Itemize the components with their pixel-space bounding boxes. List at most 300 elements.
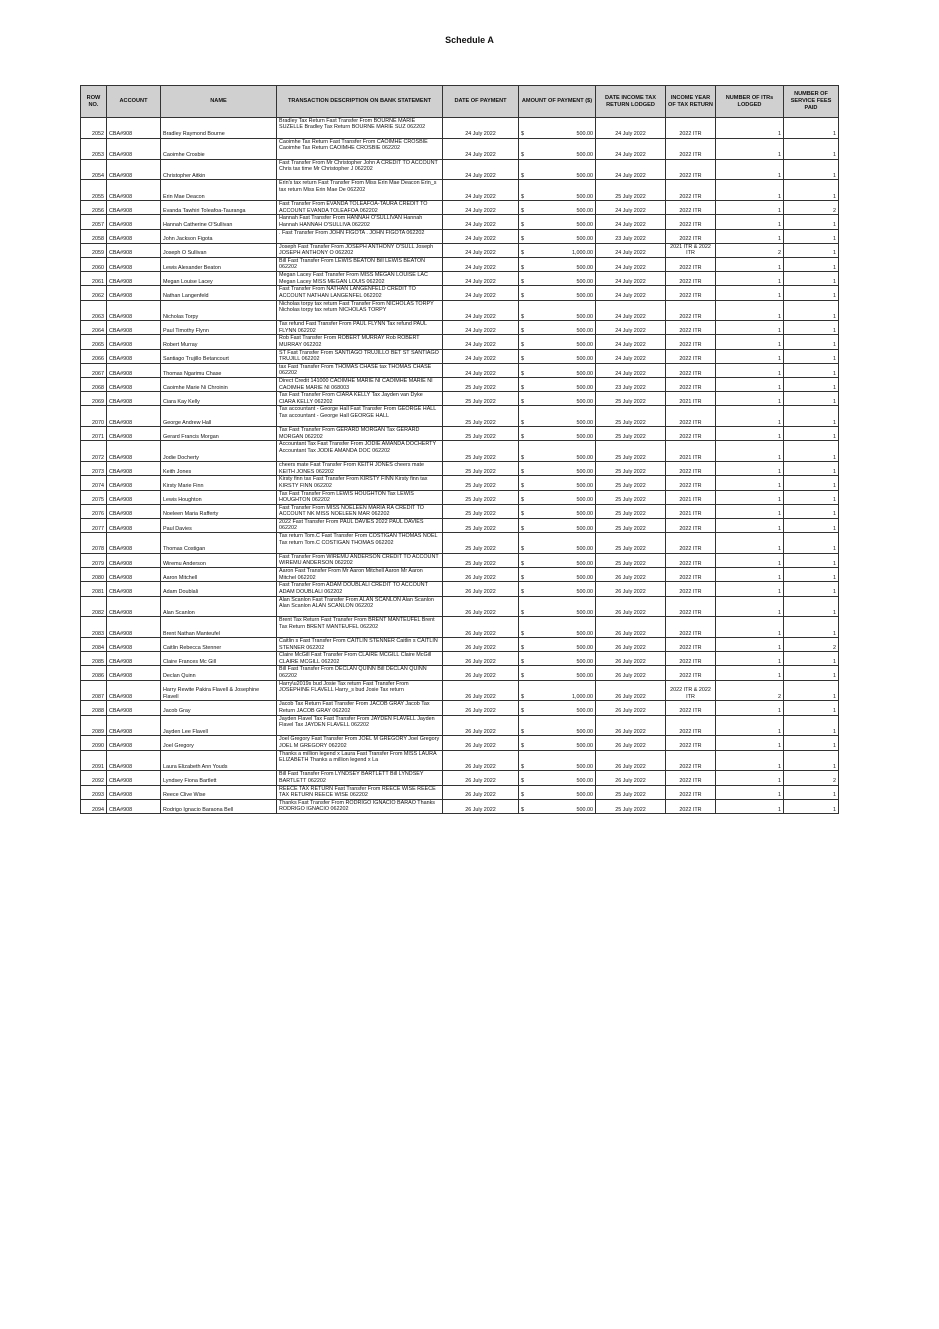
cell-description: Fast Transfer From EVANDA TOLEAFOA-TAURA CREDIT TO ACCOUNT EVANDA TOLEAFOA 062202 <box>277 201 443 215</box>
table-row <box>81 118 839 139</box>
cell-date-of-payment: 26 July 2022 <box>443 680 519 701</box>
cell-service-fees: 1 <box>784 568 839 582</box>
cell-amount <box>519 272 596 286</box>
cell-account: CBA#908 <box>107 321 161 335</box>
cell-itrs-lodged: 1 <box>716 518 784 532</box>
currency-symbol: $ <box>521 708 524 715</box>
cell-date-of-payment: 26 July 2022 <box>443 701 519 715</box>
table-row <box>81 533 839 554</box>
cell-service-fees: 1 <box>784 243 839 257</box>
table-row <box>81 701 839 715</box>
cell-name: Noeleen Maria Rafferty <box>161 504 277 518</box>
table-row <box>81 138 839 159</box>
cell-itrs-lodged: 1 <box>716 201 784 215</box>
cell-date-lodged: 25 July 2022 <box>596 553 666 567</box>
cell-itrs-lodged: 1 <box>716 701 784 715</box>
amount-value: 500.00 <box>576 483 593 490</box>
table-row <box>81 180 839 201</box>
cell-date-lodged: 26 July 2022 <box>596 771 666 785</box>
currency-symbol: $ <box>521 546 524 553</box>
cell-service-fees: 1 <box>784 553 839 567</box>
cell-account: CBA#908 <box>107 638 161 652</box>
cell-amount <box>519 701 596 715</box>
cell-amount <box>519 441 596 462</box>
table-row <box>81 476 839 490</box>
cell-date-of-payment: 25 July 2022 <box>443 462 519 476</box>
cell-account: CBA#908 <box>107 462 161 476</box>
cell-date-lodged: 26 July 2022 <box>596 568 666 582</box>
amount-value: 500.00 <box>576 644 593 651</box>
cell-income-year: 2021 ITR <box>666 392 716 406</box>
cell-date-of-payment: 26 July 2022 <box>443 736 519 750</box>
cell-row-no: 2080 <box>81 568 107 582</box>
cell-account: CBA#908 <box>107 378 161 392</box>
cell-amount <box>519 349 596 363</box>
cell-description: . Fast Transfer From JOHN FIGOTA . JOHN FIGOTA 062202 <box>277 229 443 243</box>
cell-amount <box>519 785 596 799</box>
cell-service-fees: 1 <box>784 229 839 243</box>
currency-symbol: $ <box>521 743 524 750</box>
cell-name: Lewis Alexander Beaton <box>161 257 277 271</box>
cell-date-of-payment: 26 July 2022 <box>443 666 519 680</box>
cell-income-year: 2022 ITR <box>666 582 716 596</box>
cell-amount <box>519 568 596 582</box>
cell-date-lodged: 26 July 2022 <box>596 582 666 596</box>
amount-value: 500.00 <box>576 454 593 461</box>
cell-date-of-payment: 26 July 2022 <box>443 638 519 652</box>
cell-description: REECE TAX RETURN Fast Transfer From REECE WISE REECE TAX RETURN REECE WISE 062202 <box>277 785 443 799</box>
cell-date-lodged: 24 July 2022 <box>596 159 666 180</box>
cell-account: CBA#908 <box>107 406 161 427</box>
cell-income-year: 2022 ITR <box>666 257 716 271</box>
cell-service-fees: 1 <box>784 378 839 392</box>
amount-value: 500.00 <box>576 236 593 243</box>
cell-itrs-lodged: 1 <box>716 378 784 392</box>
currency-symbol: $ <box>521 511 524 518</box>
cell-description: cheers mate Fast Transfer From KEITH JONES cheers mate KEITH JONES 062202 <box>277 462 443 476</box>
amount-value: 500.00 <box>576 763 593 770</box>
cell-description: Tax return Tom.C Fast Transfer From COSTIGAN THOMAS NOEL Tax return Tom.C COSTIGAN THOMAS 062202 <box>277 533 443 554</box>
amount-value: 500.00 <box>576 743 593 750</box>
cell-date-lodged: 23 July 2022 <box>596 378 666 392</box>
cell-date-lodged: 24 July 2022 <box>596 272 666 286</box>
currency-symbol: $ <box>521 313 524 320</box>
cell-row-no: 2092 <box>81 771 107 785</box>
cell-income-year: 2022 ITR <box>666 553 716 567</box>
cell-account: CBA#908 <box>107 701 161 715</box>
cell-row-no: 2084 <box>81 638 107 652</box>
cell-amount <box>519 666 596 680</box>
currency-symbol: $ <box>521 131 524 138</box>
cell-description: Joel Gregory Fast Transfer From JOEL M GREGORY Joel Gregory JOEL M GREGORY 062202 <box>277 736 443 750</box>
amount-value: 500.00 <box>576 293 593 300</box>
table-row <box>81 771 839 785</box>
cell-account: CBA#908 <box>107 652 161 666</box>
cell-row-no: 2076 <box>81 504 107 518</box>
cell-account: CBA#908 <box>107 138 161 159</box>
cell-amount <box>519 286 596 300</box>
cell-row-no: 2061 <box>81 272 107 286</box>
cell-name: Ciara Kay Kelly <box>161 392 277 406</box>
cell-income-year: 2022 ITR <box>666 286 716 300</box>
cell-description: Brent Tax Return Fast Transfer From BRENT MANTEUFEL Brent Tax Return BRENT MANTEUFEL 062202 <box>277 617 443 638</box>
cell-date-lodged: 24 July 2022 <box>596 257 666 271</box>
cell-row-no: 2083 <box>81 617 107 638</box>
amount-value: 500.00 <box>576 497 593 504</box>
cell-date-of-payment: 25 July 2022 <box>443 406 519 427</box>
cell-date-of-payment: 24 July 2022 <box>443 257 519 271</box>
cell-date-lodged: 25 July 2022 <box>596 392 666 406</box>
cell-itrs-lodged: 1 <box>716 229 784 243</box>
cell-amount <box>519 799 596 813</box>
currency-symbol: $ <box>521 792 524 799</box>
currency-symbol: $ <box>521 293 524 300</box>
cell-itrs-lodged: 1 <box>716 504 784 518</box>
currency-symbol: $ <box>521 483 524 490</box>
cell-account: CBA#908 <box>107 666 161 680</box>
cell-date-lodged: 24 July 2022 <box>596 243 666 257</box>
table-row <box>81 257 839 271</box>
cell-name: Jayden Lee Flavell <box>161 715 277 736</box>
cell-name: Thomas Ngarimu Chase <box>161 363 277 377</box>
cell-date-of-payment: 24 July 2022 <box>443 118 519 139</box>
cell-income-year: 2022 ITR <box>666 300 716 321</box>
currency-symbol: $ <box>521 574 524 581</box>
table-row <box>81 680 839 701</box>
cell-account: CBA#908 <box>107 518 161 532</box>
cell-description: Fast Transfer From NATHAN LANGENFELD CREDIT TO ACCOUNT NATHAN LANGENFEL 062202 <box>277 286 443 300</box>
cell-income-year: 2022 ITR <box>666 427 716 441</box>
cell-amount <box>519 335 596 349</box>
cell-description: ST Fast Transfer From SANTIAGO TRUJILLO BET ST SANTIAGO TRUJILL 062202 <box>277 349 443 363</box>
cell-itrs-lodged: 1 <box>716 736 784 750</box>
cell-itrs-lodged: 1 <box>716 159 784 180</box>
cell-date-of-payment: 26 July 2022 <box>443 771 519 785</box>
currency-symbol: $ <box>521 778 524 785</box>
table-row <box>81 378 839 392</box>
cell-name: Wiremu Anderson <box>161 553 277 567</box>
cell-itrs-lodged: 1 <box>716 349 784 363</box>
cell-income-year: 2022 ITR <box>666 138 716 159</box>
amount-value: 500.00 <box>576 328 593 334</box>
cell-name: John Jackson Figota <box>161 229 277 243</box>
cell-account: CBA#908 <box>107 286 161 300</box>
table-row <box>81 518 839 532</box>
cell-row-no: 2070 <box>81 406 107 427</box>
cell-name: Hannah Catherine O'Sullivan <box>161 215 277 229</box>
cell-date-of-payment: 25 July 2022 <box>443 378 519 392</box>
cell-date-lodged: 25 July 2022 <box>596 427 666 441</box>
currency-symbol: $ <box>521 497 524 504</box>
cell-itrs-lodged: 1 <box>716 785 784 799</box>
cell-income-year: 2022 ITR <box>666 750 716 771</box>
cell-income-year: 2022 ITR <box>666 215 716 229</box>
cell-amount <box>519 363 596 377</box>
cell-amount <box>519 257 596 271</box>
cell-itrs-lodged: 1 <box>716 553 784 567</box>
cell-itrs-lodged: 1 <box>716 771 784 785</box>
cell-account: CBA#908 <box>107 159 161 180</box>
cell-date-lodged: 25 July 2022 <box>596 441 666 462</box>
cell-income-year: 2022 ITR <box>666 363 716 377</box>
cell-name: Declan Quinn <box>161 666 277 680</box>
cell-service-fees: 1 <box>784 180 839 201</box>
cell-service-fees: 1 <box>784 272 839 286</box>
cell-service-fees: 1 <box>784 504 839 518</box>
cell-row-no: 2078 <box>81 533 107 554</box>
currency-symbol: $ <box>521 658 524 665</box>
cell-description: Megan Lacey Fast Transfer From MISS MEGAN LOUISE LAC Megan Lacey MISS MEGAN LOUIS 062202 <box>277 272 443 286</box>
cell-description: Bill Fast Transfer From LEWIS BEATON Bill LEWIS BEATON 062202 <box>277 257 443 271</box>
cell-row-no: 2062 <box>81 286 107 300</box>
cell-date-of-payment: 25 July 2022 <box>443 518 519 532</box>
cell-service-fees: 1 <box>784 596 839 617</box>
currency-symbol: $ <box>521 728 524 735</box>
cell-amount <box>519 392 596 406</box>
cell-income-year: 2022 ITR & 2022 ITR <box>666 680 716 701</box>
table-row <box>81 335 839 349</box>
cell-description: 2022 Fast Transfer From PAUL DAVIES 2022 PAUL DAVIES 062202 <box>277 518 443 532</box>
cell-description: Caitlin s Fast Transfer From CAITLIN STENNER Caitlin s CAITLIN STENNER 062202 <box>277 638 443 652</box>
cell-description: Fast Transfer From Mr Christopher John A CREDIT TO ACCOUNT Chris tax time Mr Christopher J 062202 <box>277 159 443 180</box>
cell-amount <box>519 518 596 532</box>
cell-description: Tax Fast Transfer From LEWIS HOUGHTON Tax LEWIS HOUGHTON 062202 <box>277 490 443 504</box>
cell-service-fees: 1 <box>784 715 839 736</box>
cell-description: Harry\u2019s bud Josie Tax return Fast Transfer From JOSEPHINE FLAVELL Harry_s bud Josie Tax return <box>277 680 443 701</box>
cell-income-year: 2022 ITR <box>666 406 716 427</box>
cell-account: CBA#908 <box>107 680 161 701</box>
cell-row-no: 2091 <box>81 750 107 771</box>
cell-description: Tax Fast Transfer From GERARD MORGAN Tax GERARD MORGAN 062202 <box>277 427 443 441</box>
amount-value: 500.00 <box>576 630 593 637</box>
cell-itrs-lodged: 1 <box>716 617 784 638</box>
amount-value: 500.00 <box>576 468 593 475</box>
cell-row-no: 2088 <box>81 701 107 715</box>
cell-amount <box>519 321 596 335</box>
cell-amount <box>519 201 596 215</box>
cell-account: CBA#908 <box>107 427 161 441</box>
cell-service-fees: 2 <box>784 771 839 785</box>
cell-account: CBA#908 <box>107 568 161 582</box>
amount-value: 500.00 <box>576 356 593 363</box>
amount-value: 500.00 <box>576 419 593 426</box>
cell-income-year: 2022 ITR <box>666 771 716 785</box>
table-row <box>81 617 839 638</box>
cell-date-lodged: 24 July 2022 <box>596 201 666 215</box>
cell-amount <box>519 533 596 554</box>
cell-account: CBA#908 <box>107 596 161 617</box>
cell-row-no: 2053 <box>81 138 107 159</box>
table-row <box>81 392 839 406</box>
cell-account: CBA#908 <box>107 736 161 750</box>
cell-name: Robert Murray <box>161 335 277 349</box>
table-row <box>81 286 839 300</box>
cell-income-year: 2022 ITR <box>666 272 716 286</box>
cell-service-fees: 1 <box>784 666 839 680</box>
cell-row-no: 2052 <box>81 118 107 139</box>
currency-symbol: $ <box>521 328 524 334</box>
cell-row-no: 2073 <box>81 462 107 476</box>
cell-service-fees: 1 <box>784 441 839 462</box>
cell-description: Aaron Fast Transfer From Mr Aaron Mitchell Aaron Mr Aaron Mitchel 062202 <box>277 568 443 582</box>
cell-service-fees: 1 <box>784 533 839 554</box>
amount-value: 500.00 <box>576 673 593 680</box>
amount-value: 500.00 <box>576 370 593 377</box>
cell-name: Caoimhe Marie Ni Chroinin <box>161 378 277 392</box>
cell-amount <box>519 680 596 701</box>
cell-service-fees: 1 <box>784 701 839 715</box>
cell-row-no: 2058 <box>81 229 107 243</box>
cell-amount <box>519 476 596 490</box>
cell-date-lodged: 24 July 2022 <box>596 321 666 335</box>
cell-service-fees: 1 <box>784 582 839 596</box>
header-row <box>81 86 839 118</box>
cell-account: CBA#908 <box>107 771 161 785</box>
cell-itrs-lodged: 1 <box>716 715 784 736</box>
cell-date-lodged: 24 July 2022 <box>596 118 666 139</box>
cell-date-of-payment: 26 July 2022 <box>443 652 519 666</box>
cell-date-lodged: 24 July 2022 <box>596 286 666 300</box>
table-row <box>81 406 839 427</box>
cell-description: Bill Fast Transfer From DECLAN QUINN Bill DECLAN QUINN 062202 <box>277 666 443 680</box>
cell-income-year: 2022 ITR <box>666 652 716 666</box>
cell-service-fees: 1 <box>784 427 839 441</box>
currency-symbol: $ <box>521 250 524 257</box>
cell-itrs-lodged: 1 <box>716 180 784 201</box>
cell-date-of-payment: 24 July 2022 <box>443 286 519 300</box>
cell-description: Bill Fast Transfer From LYNDSEY BARTLETT Bill LYNDSEY BARTLETT 062202 <box>277 771 443 785</box>
cell-row-no: 2065 <box>81 335 107 349</box>
amount-value: 500.00 <box>576 207 593 214</box>
cell-name: Jodie Docherty <box>161 441 277 462</box>
cell-account: CBA#908 <box>107 617 161 638</box>
cell-amount <box>519 715 596 736</box>
cell-service-fees: 1 <box>784 799 839 813</box>
table-row <box>81 300 839 321</box>
cell-service-fees: 1 <box>784 349 839 363</box>
cell-description: Bradley Tax Return Fast Transfer From BOURNE MARIE SUZELLE Bradley Tax Return BOURNE MARIE SUZ 062202 <box>277 118 443 139</box>
cell-account: CBA#908 <box>107 799 161 813</box>
cell-service-fees: 2 <box>784 638 839 652</box>
table-row <box>81 504 839 518</box>
cell-amount <box>519 582 596 596</box>
table-row <box>81 582 839 596</box>
cell-account: CBA#908 <box>107 335 161 349</box>
cell-income-year: 2022 ITR <box>666 180 716 201</box>
cell-date-of-payment: 24 July 2022 <box>443 349 519 363</box>
cell-income-year: 2022 ITR <box>666 715 716 736</box>
amount-value: 500.00 <box>576 433 593 440</box>
cell-date-of-payment: 24 July 2022 <box>443 321 519 335</box>
cell-service-fees: 1 <box>784 335 839 349</box>
cell-itrs-lodged: 1 <box>716 799 784 813</box>
cell-date-of-payment: 25 July 2022 <box>443 553 519 567</box>
amount-value: 500.00 <box>576 384 593 391</box>
cell-service-fees: 1 <box>784 652 839 666</box>
cell-account: CBA#908 <box>107 201 161 215</box>
cell-date-lodged: 26 July 2022 <box>596 666 666 680</box>
cell-name: Caitlin Rebecca Stenner <box>161 638 277 652</box>
cell-itrs-lodged: 1 <box>716 321 784 335</box>
cell-name: Paul Davies <box>161 518 277 532</box>
cell-itrs-lodged: 1 <box>716 533 784 554</box>
cell-date-lodged: 26 July 2022 <box>596 680 666 701</box>
cell-name: Rodrigo Ignacio Baraona Bell <box>161 799 277 813</box>
currency-symbol: $ <box>521 152 524 159</box>
cell-date-of-payment: 26 July 2022 <box>443 596 519 617</box>
table-row <box>81 736 839 750</box>
amount-value: 500.00 <box>576 589 593 596</box>
cell-itrs-lodged: 1 <box>716 427 784 441</box>
currency-symbol: $ <box>521 278 524 285</box>
currency-symbol: $ <box>521 454 524 461</box>
cell-description: Joseph Fast Transfer From JOSEPH ANTHONY O'SULL Joseph JOSEPH ANTHONY O 062202 <box>277 243 443 257</box>
currency-symbol: $ <box>521 236 524 243</box>
table-row <box>81 785 839 799</box>
amount-value: 500.00 <box>576 609 593 616</box>
cell-account: CBA#908 <box>107 272 161 286</box>
cell-name: Joseph O Sullivan <box>161 243 277 257</box>
cell-name: Bradley Raymond Bourne <box>161 118 277 139</box>
table-row <box>81 462 839 476</box>
cell-date-lodged: 25 July 2022 <box>596 180 666 201</box>
amount-value: 500.00 <box>576 172 593 179</box>
cell-amount <box>519 138 596 159</box>
currency-symbol: $ <box>521 433 524 440</box>
cell-row-no: 2060 <box>81 257 107 271</box>
cell-service-fees: 1 <box>784 736 839 750</box>
cell-name: Nathan Langenfeld <box>161 286 277 300</box>
cell-date-of-payment: 24 July 2022 <box>443 159 519 180</box>
cell-date-of-payment: 24 July 2022 <box>443 180 519 201</box>
cell-date-of-payment: 25 July 2022 <box>443 392 519 406</box>
cell-service-fees: 1 <box>784 392 839 406</box>
cell-description: Tax Fast Transfer From CIARA KELLY Tax Jayden van Dyke CIARA KELLY 062202 <box>277 392 443 406</box>
currency-symbol: $ <box>521 806 524 813</box>
cell-date-lodged: 26 July 2022 <box>596 750 666 771</box>
cell-service-fees: 1 <box>784 476 839 490</box>
currency-symbol: $ <box>521 370 524 377</box>
cell-itrs-lodged: 1 <box>716 363 784 377</box>
cell-income-year: 2022 ITR <box>666 201 716 215</box>
amount-value: 500.00 <box>576 778 593 785</box>
amount-value: 500.00 <box>576 574 593 581</box>
cell-date-of-payment: 26 July 2022 <box>443 799 519 813</box>
cell-date-of-payment: 24 July 2022 <box>443 335 519 349</box>
cell-itrs-lodged: 1 <box>716 286 784 300</box>
currency-symbol: $ <box>521 342 524 349</box>
cell-row-no: 2054 <box>81 159 107 180</box>
table-row <box>81 750 839 771</box>
cell-service-fees: 1 <box>784 118 839 139</box>
cell-income-year: 2022 ITR <box>666 518 716 532</box>
cell-itrs-lodged: 1 <box>716 750 784 771</box>
currency-symbol: $ <box>521 398 524 405</box>
cell-income-year: 2022 ITR <box>666 785 716 799</box>
cell-row-no: 2093 <box>81 785 107 799</box>
cell-amount <box>519 553 596 567</box>
cell-amount <box>519 652 596 666</box>
cell-account: CBA#908 <box>107 257 161 271</box>
cell-row-no: 2066 <box>81 349 107 363</box>
cell-income-year: 2022 ITR <box>666 617 716 638</box>
cell-income-year: 2022 ITR <box>666 596 716 617</box>
cell-name: Adam Doublali <box>161 582 277 596</box>
table-row <box>81 243 839 257</box>
currency-symbol: $ <box>521 222 524 229</box>
cell-account: CBA#908 <box>107 215 161 229</box>
cell-account: CBA#908 <box>107 180 161 201</box>
